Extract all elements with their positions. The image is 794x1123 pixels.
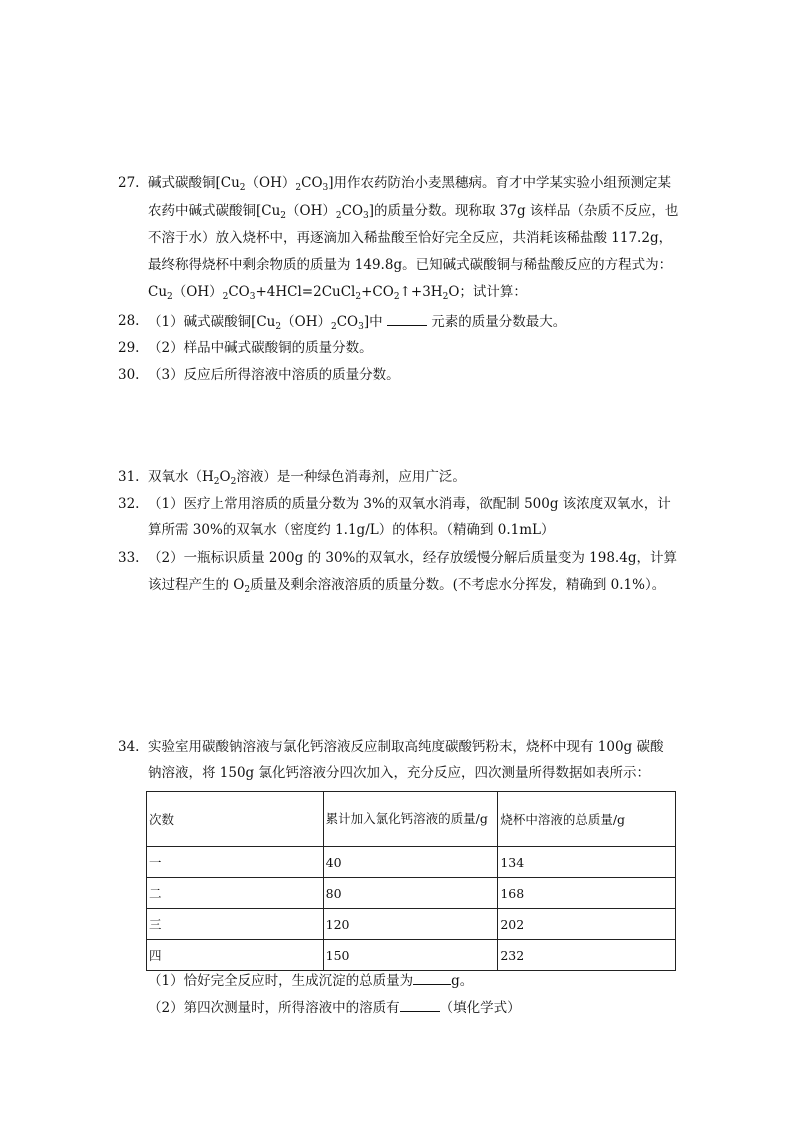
table-row xyxy=(147,878,676,909)
table-cell: 40 xyxy=(323,847,498,878)
answer-blank[interactable] xyxy=(400,998,440,1012)
table-cell: 150 xyxy=(323,940,498,971)
table-cell: 四 xyxy=(147,940,324,971)
chemical-equation: $Cu_2(OH)_2CO_3+4HCl=2CuCl_2+CO_2↑+3H_2O$；试计算： xyxy=(148,284,527,302)
question-text: 最终称得烧杯中剩余物质的质量为 149.8g。已知碱式碳酸铜与稀盐酸反应的方程式为： xyxy=(148,257,673,273)
table-header-cell: 累计加入氯化钙溶液的质量/g xyxy=(323,792,498,847)
question-number: 33. xyxy=(118,550,140,566)
table-cell: 80 xyxy=(323,878,498,909)
table-header-cell: 烧杯中溶液的总质量/g xyxy=(498,792,676,847)
table-cell: 三 xyxy=(147,909,324,940)
question-text: 该过程产生的 $O_2$质量及剩余溶液溶质的质量分数。(不考虑水分挥发，精确到 0.1%）。 xyxy=(148,577,666,595)
sub-question: （1）恰好完全反应时，生成沉淀的总质量为 g。 xyxy=(148,973,474,989)
question-number: 34. xyxy=(118,739,140,755)
question-text: 碱式碳酸铜$[Cu_2(OH)_2CO_3]$用作农药防治小麦黑穗病。育才中学某实验小组预测定某 xyxy=(148,175,672,193)
question-number: 31. xyxy=(118,469,140,485)
question-text: 算所需 30%的双氧水（密度约 1.1g/L）的体积。（精确到 0.1mL） xyxy=(148,522,555,538)
question-text: （1）医疗上常用溶质的质量分数为 3%的双氧水消毒，欲配制 500g 该浓度双氧水，计 xyxy=(148,496,671,512)
table-cell: 120 xyxy=(323,909,498,940)
question-text: （2）样品中碱式碳酸铜的质量分数。 xyxy=(148,340,373,356)
answer-blank[interactable] xyxy=(413,971,451,985)
question-number: 30. xyxy=(118,367,140,383)
table-cell: 一 xyxy=(147,847,324,878)
table-row xyxy=(147,847,676,878)
table-cell: 202 xyxy=(498,909,676,940)
question-number: 32. xyxy=(118,496,140,512)
question-text: 农药中碱式碳酸铜$[Cu_2(OH)_2CO_3]$的质量分数。现称取 37g 该样品（杂质不反应，也 xyxy=(148,203,679,221)
table-row xyxy=(147,940,676,971)
table-cell: 232 xyxy=(498,940,676,971)
question-number: 27. xyxy=(118,175,140,191)
table-cell: 二 xyxy=(147,878,324,909)
question-number: 29. xyxy=(118,340,140,356)
sub-question: （2）第四次测量时，所得溶液中的溶质有 （填化学式） xyxy=(148,1000,521,1016)
question-text: （2）一瓶标识质量 200g 的 30%的双氧水，经存放缓慢分解后质量变为 198.4g，计算 xyxy=(148,550,677,566)
question-text: 双氧水（$H_2O_2$溶液）是一种绿色消毒剂，应用广泛。 xyxy=(148,469,466,487)
table-cell: 168 xyxy=(498,878,676,909)
question-text: （3）反应后所得溶液中溶质的质量分数。 xyxy=(148,367,400,383)
table-cell: 134 xyxy=(498,847,676,878)
data-table xyxy=(146,791,676,971)
answer-blank[interactable] xyxy=(387,312,427,326)
table-row xyxy=(147,909,676,940)
question-number: 28. xyxy=(118,313,140,329)
question-text: （1）碱式碳酸铜$[Cu_2(OH)_2CO_3]$中 元素的质量分数最大。 xyxy=(148,314,567,332)
question-text: 不溶于水）放入烧杯中，再逐滴加入稀盐酸至恰好完全反应，共消耗该稀盐酸 117.2g， xyxy=(148,230,673,246)
table-header-row xyxy=(147,792,676,847)
question-text: 钠溶液，将 150g 氯化钙溶液分四次加入，充分反应，四次测量所得数据如表所示： xyxy=(148,765,650,781)
table-header-cell: 次数 xyxy=(147,792,324,847)
question-text: 实验室用碳酸钠溶液与氯化钙溶液反应制取高纯度碳酸钙粉末，烧杯中现有 100g 碳酸 xyxy=(148,739,664,755)
